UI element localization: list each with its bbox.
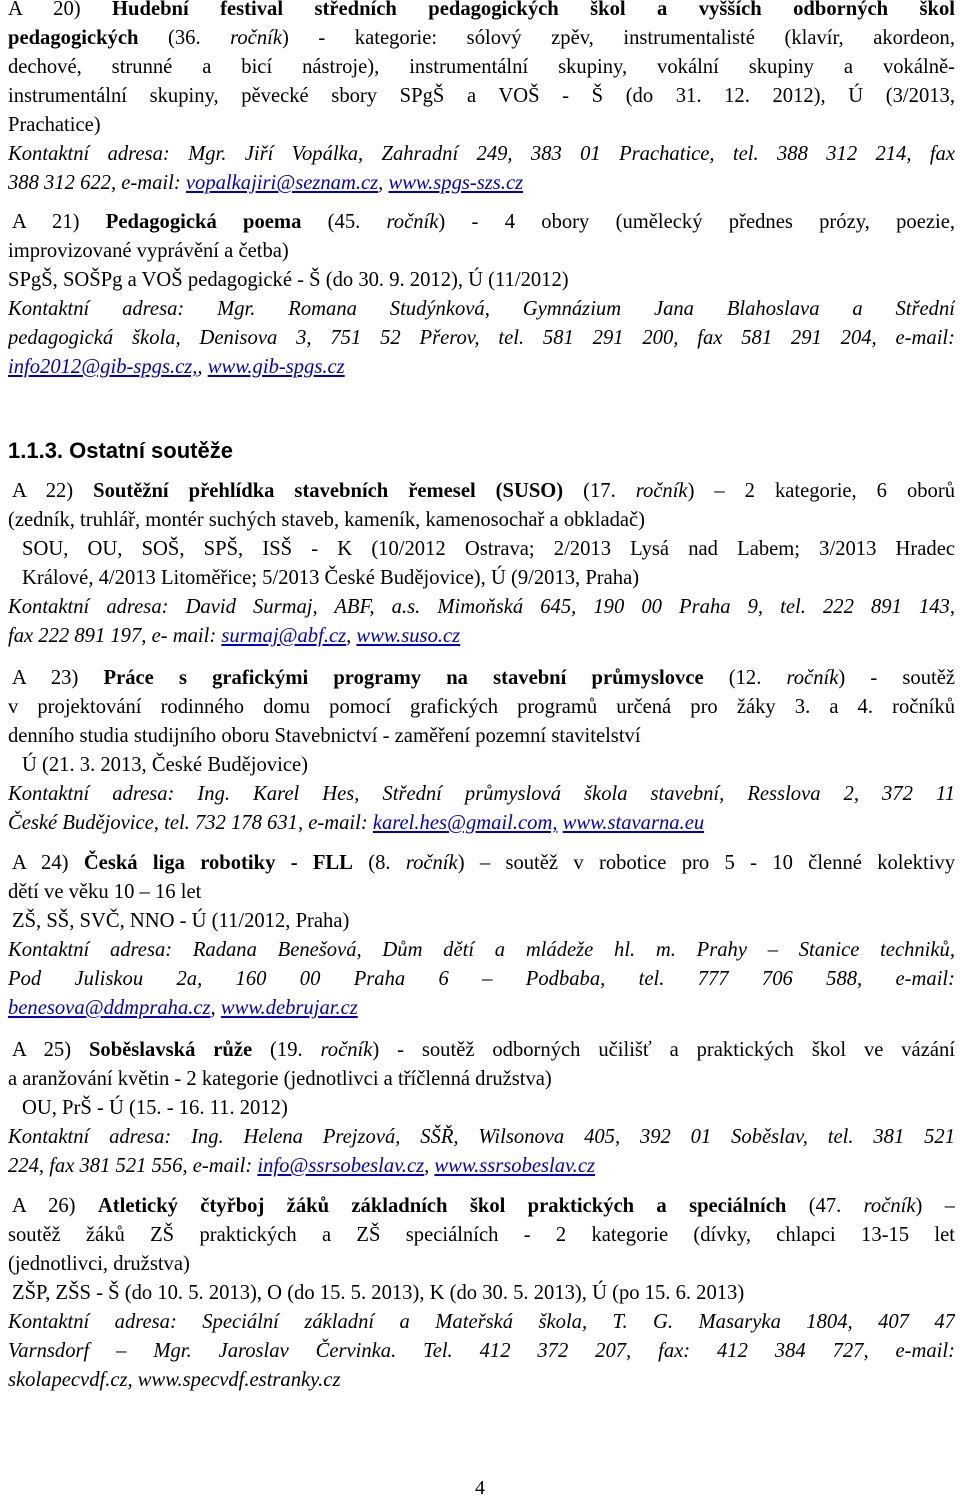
a20-contact-line-1: Kontaktní adresa: Mgr. Jiří Vopálka, Zahradní 249, 383 01 Prachatice, tel. 388 312 214, fax xyxy=(8,143,955,165)
a26-contact-line-1: Kontaktní adresa: Speciální základní a Mateřská škola, T. G. Masaryka 1804, 407 47 xyxy=(8,1311,955,1333)
a21-email-link[interactable]: info2012@gib-spgs.cz, xyxy=(8,356,198,378)
a24-contact-line-2: Pod Juliskou 2a, 160 00 Praha 6 – Podbaba, tel. 777 706 588, e-mail: xyxy=(8,968,955,990)
a24-contact-line-1: Kontaktní adresa: Radana Benešová, Dům dětí a mládeže hl. m. Prahy – Stanice techniků, xyxy=(8,939,955,961)
a23-contact-line-1: Kontaktní adresa: Ing. Karel Hes, Střední průmyslová škola stavební, Resslova 2, 372 11 xyxy=(8,783,955,805)
a25-contact-line-2: 224, fax 381 521 556, e-mail: info@ssrsobeslav.cz, www.ssrsobeslav.cz xyxy=(8,1155,595,1177)
a21-line-2: improvizované vyprávění a četba) xyxy=(8,240,289,262)
a23-contact-line-2: České Budějovice, tel. 732 178 631, e-mail: karel.hes@gmail.com, www.stavarna.eu xyxy=(8,812,705,834)
a20-title-cont: pedagogických xyxy=(8,27,139,49)
a25-title: Soběslavská růže xyxy=(88,1039,253,1061)
a24-line-2: dětí ve věku 10 – 16 let xyxy=(8,881,202,903)
a20-line-4: instrumentální skupiny, pěvecké sbory SPgŠ a VOŠ - Š (do 31. 12. 2012), Ú (3/2013, xyxy=(8,85,955,107)
a20-title: Hudební festival středních pedagogických škol a vyšších odborných škol xyxy=(112,0,955,20)
a23-line-2: v projektování rodinného domu pomocí grafických programů určená pro žáky 3. a 4. ročníků xyxy=(8,696,955,718)
a25-contact-line-1: Kontaktní adresa: Ing. Helena Prejzová, SŠŘ, Wilsonova 405, 392 01 Soběslav, tel. 381 521 xyxy=(8,1126,955,1148)
a26-contact-line-3: skolapecvdf.cz, www.specvdf.estranky.cz xyxy=(8,1369,341,1391)
a24-title-line: A 24) Česká liga robotiky - FLL (8. ročník) – soutěž v robotice pro 5 - 10 členné kolektivy xyxy=(12,852,955,874)
a21-web-link[interactable]: www.gib-spgs.cz xyxy=(207,356,345,378)
a22-web-link[interactable]: www.suso.cz xyxy=(356,625,461,647)
a24-contact-line-3: benesova@ddmpraha.cz, www.debrujar.cz xyxy=(8,997,358,1019)
a26-line-3: (jednotlivci, družstva) xyxy=(8,1253,190,1275)
a22-line-3: SOU, OU, SOŠ, SPŠ, ISŠ - K (10/2012 Ostrava; 2/2013 Lysá nad Labem; 3/2013 Hradec xyxy=(22,538,955,560)
a23-line-4: Ú (21. 3. 2013, České Budějovice) xyxy=(22,754,308,776)
a26-line-2: soutěž žáků ZŠ praktických a ZŠ speciálních - 2 kategorie (dívky, chlapci 13-15 let xyxy=(8,1224,955,1246)
a21-contact-line-1: Kontaktní adresa: Mgr. Romana Studýnková, Gymnázium Jana Blahoslava a Střední xyxy=(8,298,955,320)
a20-contact-line-2: 388 312 622, e-mail: vopalkajiri@seznam.cz, www.spgs-szs.cz xyxy=(8,172,524,194)
a25-line-2: a aranžování květin - 2 kategorie (jednotlivci a tříčlenná družstva) xyxy=(8,1068,552,1090)
a21-title-line: A 21) Pedagogická poema (45. ročník) - 4 obory (umělecký přednes prózy, poezie, xyxy=(12,211,955,233)
a25-title-line: A 25) Soběslavská růže (19. ročník) - soutěž odborných učilišť a praktických škol ve vázání xyxy=(12,1039,955,1061)
a22-title: Soutěžní přehlídka stavebních řemesel (SUSO) xyxy=(93,480,564,502)
a25-line-3: OU, PrŠ - Ú (15. - 16. 11. 2012) xyxy=(22,1097,288,1119)
a23-line-3: denního studia studijního oboru Stavebnictví - zaměření pozemní stavitelství xyxy=(8,725,641,747)
a23-title-line: A 23) Práce s grafickými programy na stavební průmyslovce (12. ročník) - soutěž xyxy=(12,667,955,689)
a22-line-4: Králové, 4/2013 Litoměřice; 5/2013 České Budějovice), Ú (9/2013, Praha) xyxy=(22,567,640,589)
a23-web-link[interactable]: www.stavarna.eu xyxy=(562,812,705,834)
a21-contact-line-3: info2012@gib-spgs.cz,, www.gib-spgs.cz xyxy=(8,356,345,378)
section-heading: 1.1.3. Ostatní soutěže xyxy=(8,438,233,463)
a22-contact-line-1: Kontaktní adresa: David Surmaj, ABF, a.s. Mimoňská 645, 190 00 Praha 9, tel. 222 891 143, xyxy=(8,596,955,618)
a24-title: Česká liga robotiky - FLL xyxy=(83,852,353,874)
a23-title: Práce s grafickými programy na stavební průmyslovce xyxy=(103,667,704,689)
a20-web-link[interactable]: www.spgs-szs.cz xyxy=(388,172,524,194)
a26-line-4: ZŠP, ZŠS - Š (do 10. 5. 2013), O (do 15. 5. 2013), K (do 30. 5. 2013), Ú (po 15. 6. 2013) xyxy=(12,1282,745,1304)
a22-title-line: A 22) Soutěžní přehlídka stavebních řemesel (SUSO) (17. ročník) – 2 kategorie, 6 oborů xyxy=(12,480,955,502)
a20-line-3: dechové, strunné a bicí nástroje), instrumentální skupiny, vokální skupiny a vokálně- xyxy=(8,56,955,78)
a22-email-link[interactable]: surmaj@abf.cz xyxy=(221,625,347,647)
a21-title: Pedagogická poema xyxy=(105,211,302,233)
a20-line-2: pedagogických (36. ročník) - kategorie: sólový zpěv, instrumentalisté (klavír, akordeon, xyxy=(8,27,955,49)
a26-title-line: A 26) Atletický čtyřboj žáků základních škol praktických a speciálních (47. ročník) – xyxy=(12,1195,955,1217)
a22-contact-line-2: fax 222 891 197, e- mail: surmaj@abf.cz, www.suso.cz xyxy=(8,625,461,647)
a21-line-3: SPgŠ, SOŠPg a VOŠ pedagogické - Š (do 30. 9. 2012), Ú (11/2012) xyxy=(8,269,569,291)
a25-web-link[interactable]: www.ssrsobeslav.cz xyxy=(434,1155,595,1177)
a26-contact-line-2: Varnsdorf – Mgr. Jaroslav Červinka. Tel. 412 372 207, fax: 412 384 727, e-mail: xyxy=(8,1340,955,1362)
a22-line-2: (zedník, truhlář, montér suchých staveb, kameník, kamenosochař a obkladač) xyxy=(8,509,646,531)
a26-title: Atletický čtyřboj žáků základních škol praktických a speciálních xyxy=(97,1195,787,1217)
a25-email-link[interactable]: info@ssrsobeslav.cz xyxy=(257,1155,425,1177)
a24-line-3: ZŠ, SŠ, SVČ, NNO - Ú (11/2012, Praha) xyxy=(12,910,350,932)
a24-web-link[interactable]: www.debrujar.cz xyxy=(220,997,358,1019)
a23-email-link[interactable]: karel.hes@gmail.com, xyxy=(372,812,558,834)
a20-line-5: Prachatice) xyxy=(8,114,101,136)
page-number: 4 xyxy=(475,1477,485,1499)
a24-email-link[interactable]: benesova@ddmpraha.cz xyxy=(8,997,211,1019)
a20-title-line-1: A 20) Hudební festival středních pedagogických škol a vyšších odborných škol xyxy=(8,0,955,20)
a21-contact-line-2: pedagogická škola, Denisova 3, 751 52 Přerov, tel. 581 291 200, fax 581 291 204, e-mail: xyxy=(8,327,955,349)
a20-email-link[interactable]: vopalkajiri@seznam.cz xyxy=(185,172,379,194)
